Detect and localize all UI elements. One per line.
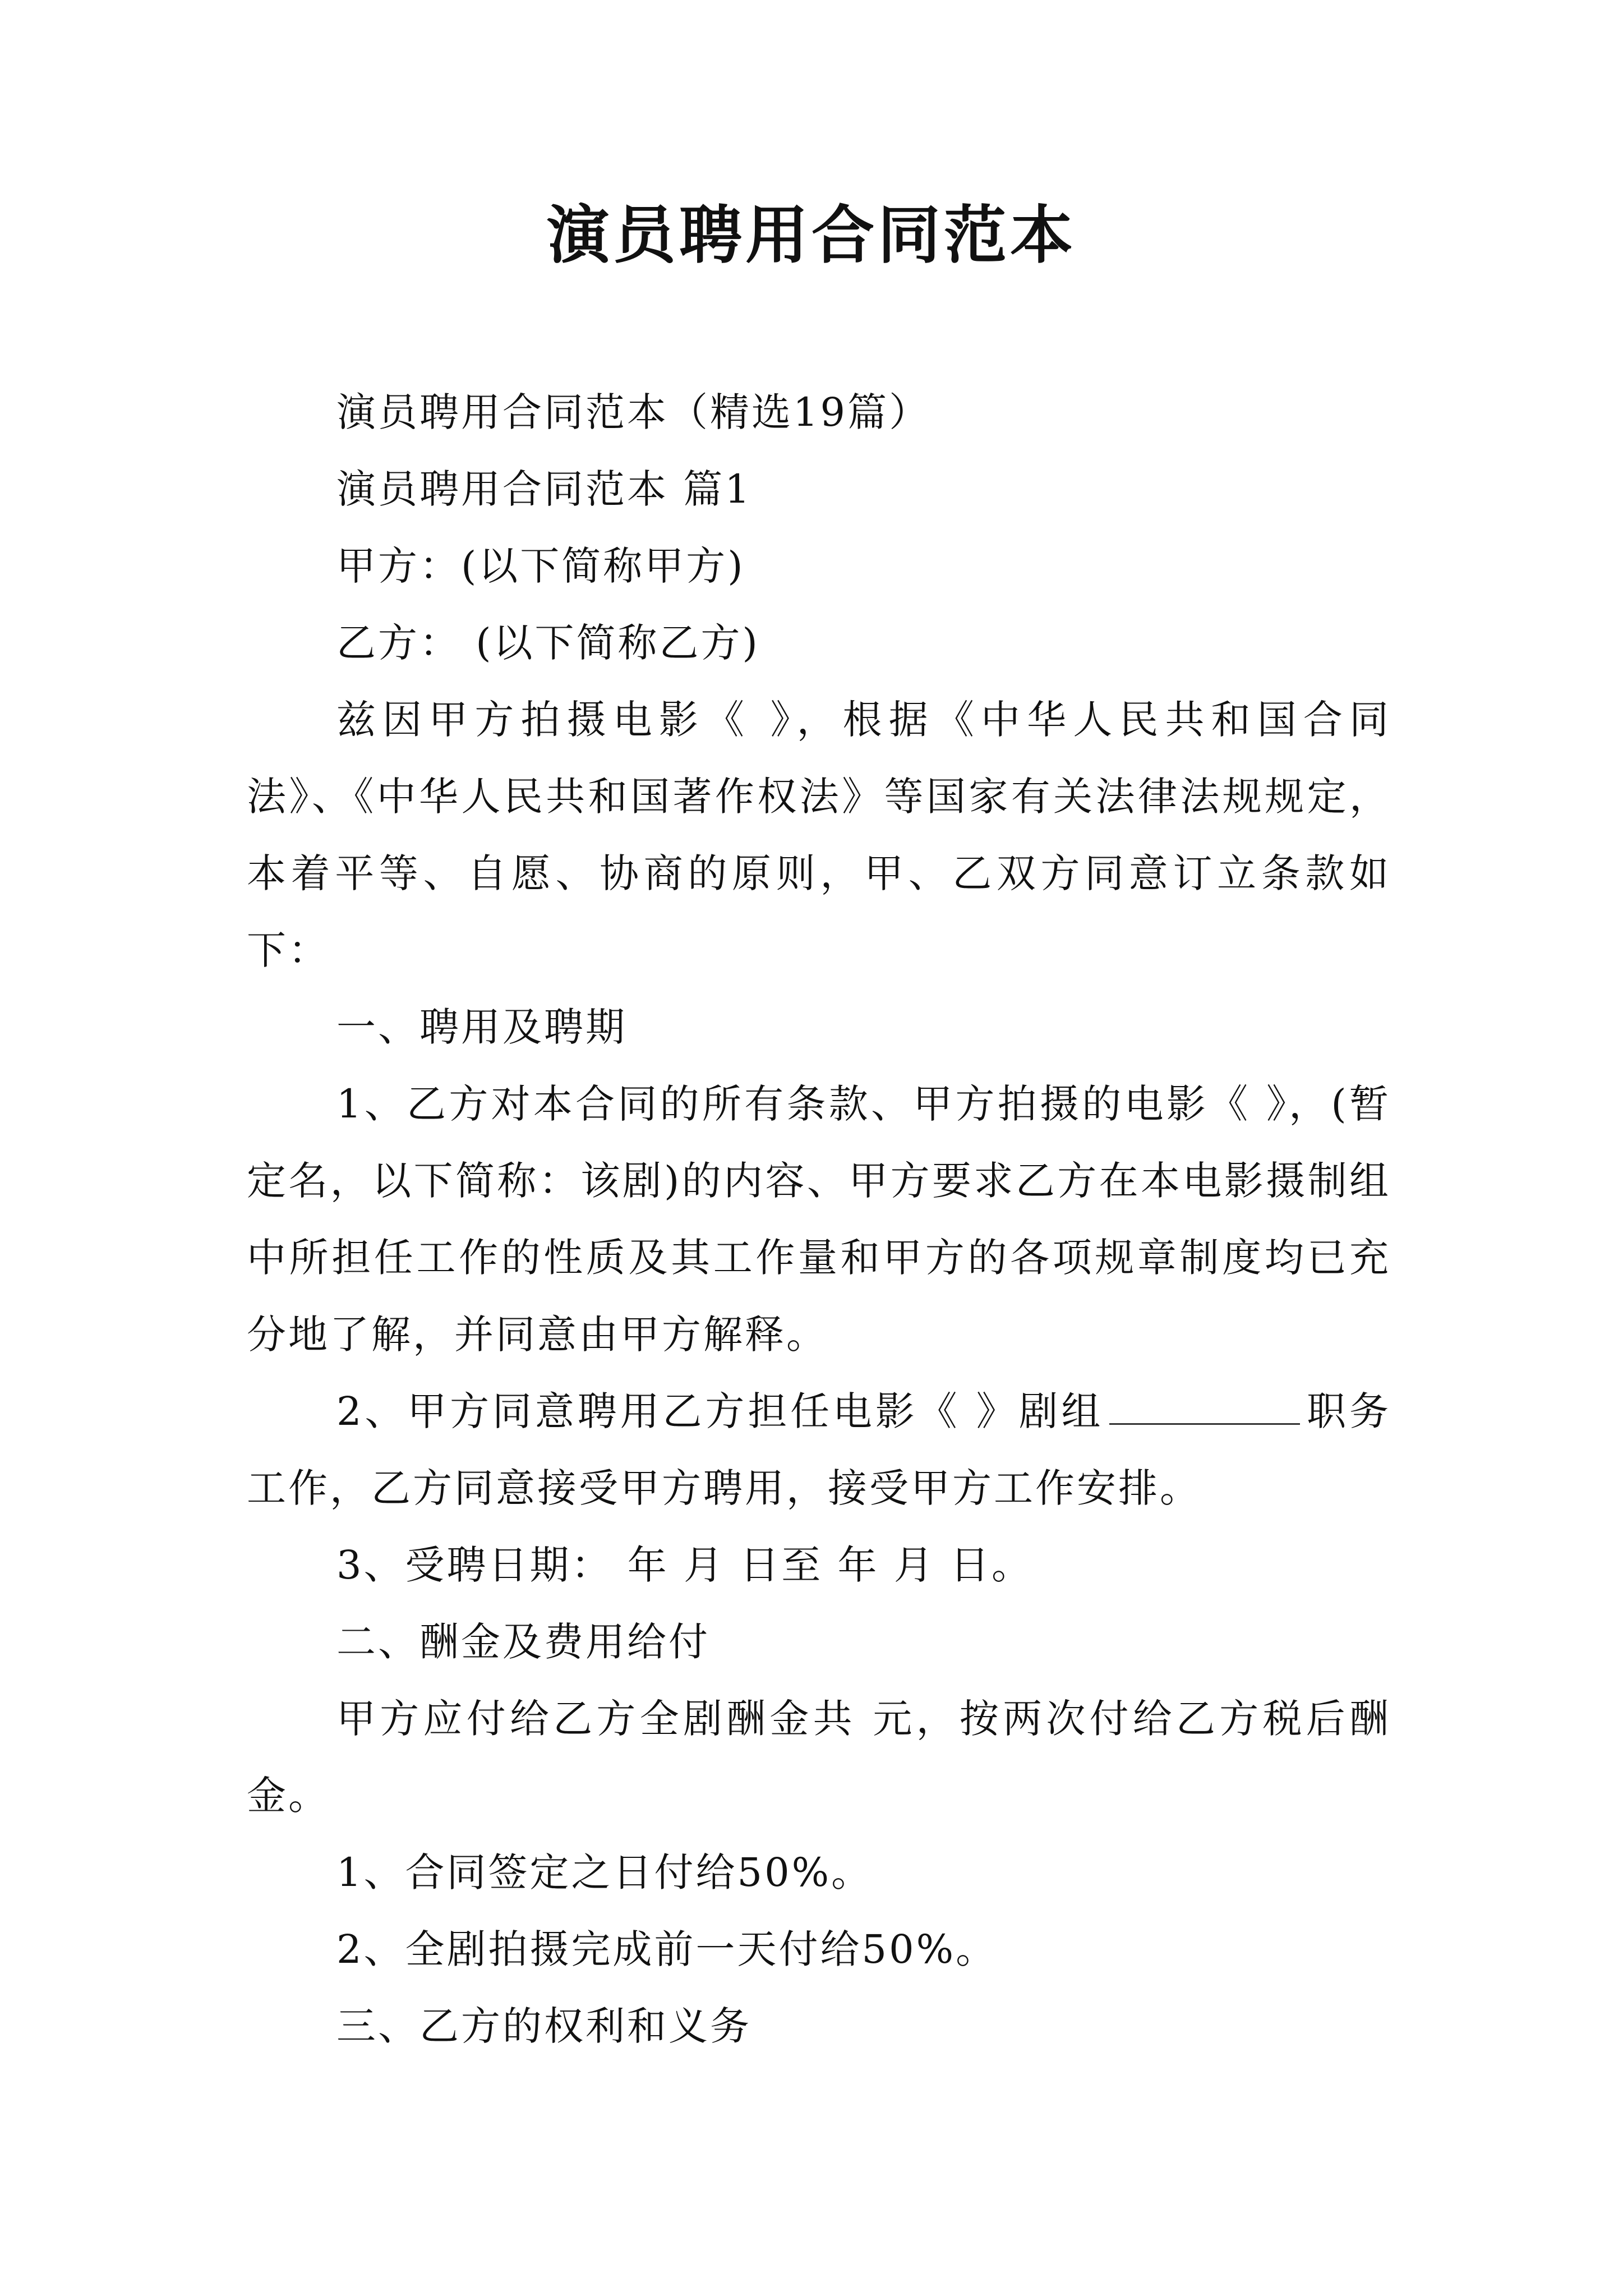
paragraph-subtitle: 演员聘用合同范本（精选19篇） [336, 389, 931, 435]
clause-1-2-rest: 职务工作，乙方同意接受甲方聘用，接受甲方工作安排。 [247, 1388, 1391, 1511]
clause-1-2 [247, 1373, 1391, 1527]
clause-2-1: 1、合同签定之日付给50%。 [336, 1849, 873, 1895]
paragraph-remuneration: 甲方应付给乙方全剧酬金共 元，按两次付给乙方税后酬金。 [247, 1696, 1391, 1819]
section-heading-remuneration: 二、酬金及费用给付 [336, 1619, 710, 1665]
paragraph-chapter-heading: 演员聘用合同范本 篇1 [336, 466, 752, 512]
section-heading-employment: 一、聘用及聘期 [336, 1004, 627, 1050]
document-body [247, 374, 1391, 2065]
section-heading-rights: 三、乙方的权利和义务 [336, 2003, 751, 2049]
clause-1-1: 1、乙方对本合同的所有条款、甲方拍摄的电影《 》，(暂定名，以下简称：该剧)的内容、甲方要求乙方在本电影摄制组中所担任工作的性质及其工作量和甲方的各项规章制度均已充分地了解，并同意由甲方解释。 [247, 1081, 1391, 1358]
clause-2-2: 2、全剧拍摄完成前一天付给50%。 [336, 1926, 998, 1972]
fill-in-blank [1109, 1392, 1300, 1425]
paragraph-preamble: 兹因甲方拍摄电影《 》，根据《中华人民共和国合同法》、《中华人民共和国著作权法》等国家有关法律法规规定，本着平等、自愿、协商的原则，甲、乙双方同意订立条款如下： [247, 697, 1391, 973]
clause-1-3: 3、受聘日期： 年 月 日至 年 月 日。 [336, 1542, 1034, 1588]
document-title: 演员聘用合同范本 [547, 199, 1076, 272]
paragraph-party-a: 甲方：(以下简称甲方) [336, 543, 745, 589]
clause-1-2-lead: 2、甲方同意聘用乙方担任电影《 》剧组 [336, 1388, 1104, 1434]
paragraph-party-b: 乙方： (以下简称乙方) [336, 620, 760, 666]
